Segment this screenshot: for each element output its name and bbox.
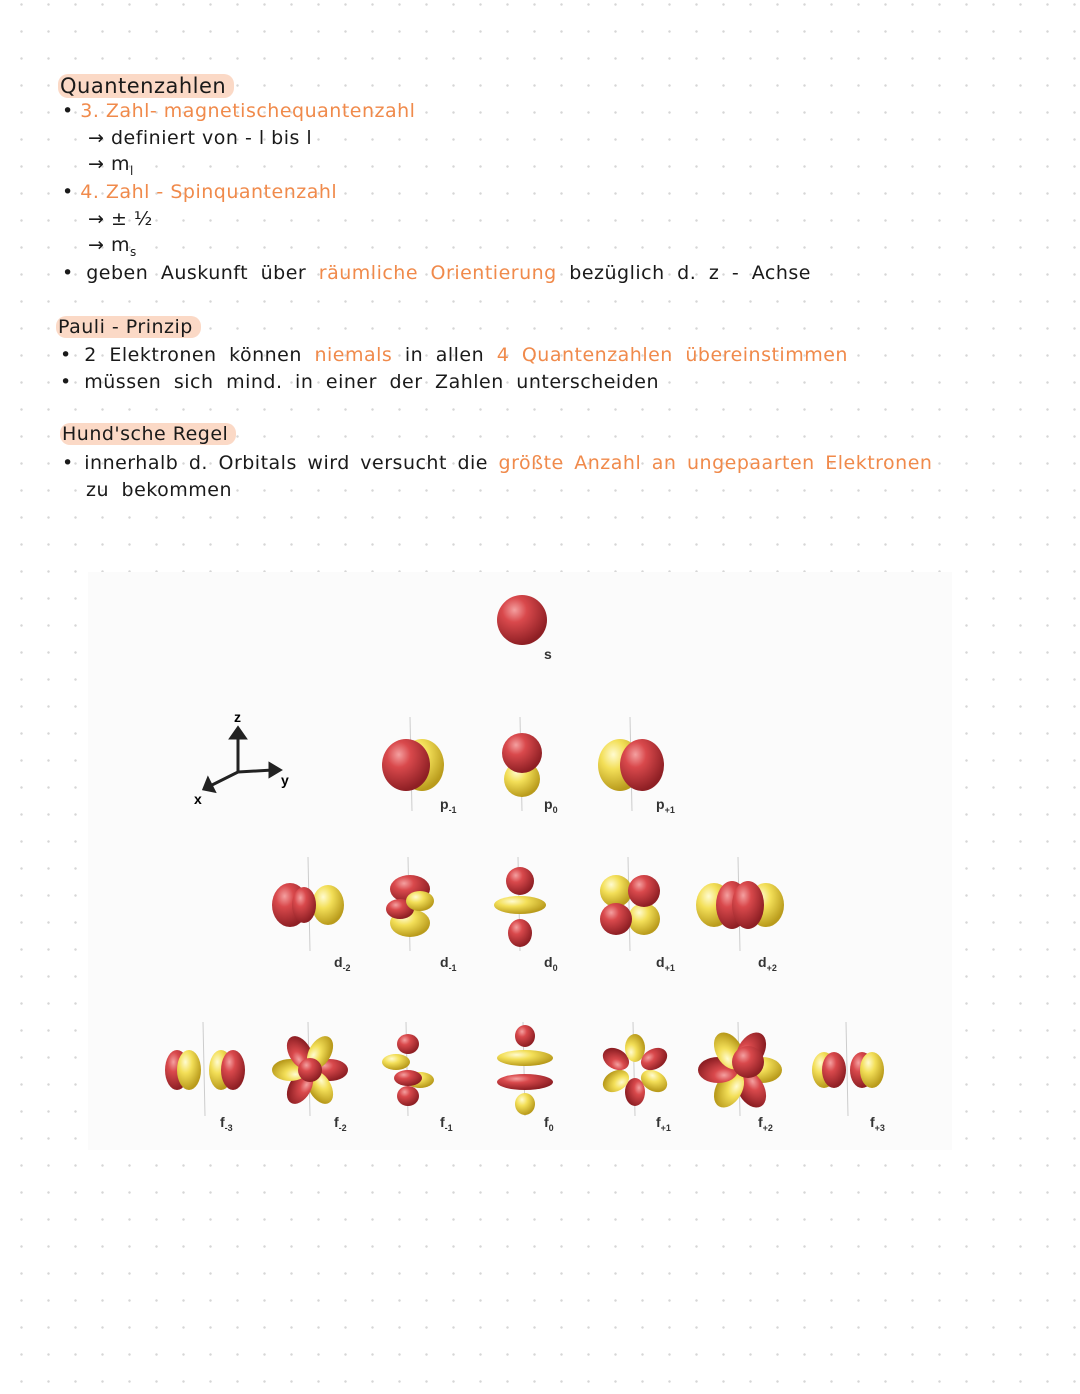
pauli-highlight: 4 Quantenzahlen übereinstimmen xyxy=(496,344,848,366)
orbital-label-index: 0 xyxy=(552,804,558,815)
axes-icon xyxy=(204,728,280,791)
item-spin: 4. Zahl - Spinquantenzahl xyxy=(80,181,338,203)
symbol-ml-index: l xyxy=(129,163,134,178)
heading-quantenzahlen: Quantenzahlen xyxy=(58,74,234,98)
orbital-f-3 xyxy=(165,1022,245,1116)
orbital-label-base: p xyxy=(656,796,665,812)
orbital-label-f+2 xyxy=(758,1114,773,1133)
orbital-label-index: +3 xyxy=(874,1122,885,1133)
orbital-label-f0 xyxy=(544,1114,554,1133)
axis-x-label: x xyxy=(194,791,202,807)
orbital-label-f+3 xyxy=(870,1114,885,1133)
orbital-p+1 xyxy=(598,717,664,811)
orbital-label-d+2 xyxy=(758,954,777,973)
orbital-s xyxy=(497,595,547,645)
orbital-label-index: 0 xyxy=(548,1122,554,1133)
orbital-f-1 xyxy=(382,1022,434,1116)
orbital-label-base: f xyxy=(656,1114,661,1130)
orbital-label-f-1 xyxy=(440,1114,453,1133)
symbol-ml: m xyxy=(110,153,130,175)
orbital-label-base: f xyxy=(544,1114,549,1130)
orbital-label-d0 xyxy=(544,954,558,973)
note-text: geben Auskunft über xyxy=(86,262,307,284)
pauli-text: 2 Elektronen können xyxy=(84,344,302,366)
hund-text: innerhalb d. Orbitals wird versucht die xyxy=(84,452,488,474)
orbital-f+1 xyxy=(599,1022,671,1116)
orbital-label-p0 xyxy=(544,796,558,815)
note-highlight: räumliche Orientierung xyxy=(318,262,557,284)
item-magnetic: 3. Zahl- magnetischequantenzahl xyxy=(80,100,416,122)
symbol-ms-index: s xyxy=(129,244,137,259)
orbital-label-base: f xyxy=(334,1114,339,1130)
orbital-label-base: f xyxy=(870,1114,875,1130)
orbital-label-index: +1 xyxy=(660,1122,671,1133)
orbital-label-index: 0 xyxy=(552,962,558,973)
orbital-d-1 xyxy=(386,857,434,951)
orbital-label-d-2 xyxy=(334,954,351,973)
axis-y-label: y xyxy=(281,772,289,788)
heading-hund: Hund'sche Regel xyxy=(60,423,236,445)
heading-pauli: Pauli - Prinzip xyxy=(56,316,201,338)
orbital-f+2 xyxy=(698,1022,782,1116)
orbital-f0 xyxy=(497,1022,553,1116)
orbital-label-base: f xyxy=(758,1114,763,1130)
orbital-label-p-1 xyxy=(440,796,457,815)
orbital-label-index: +1 xyxy=(664,804,675,815)
orbital-label-index: -1 xyxy=(448,804,457,815)
orbital-p-1 xyxy=(382,717,444,811)
axis-z-label: z xyxy=(234,709,241,725)
orbital-label-f-3 xyxy=(220,1114,233,1133)
orbital-figure xyxy=(88,572,952,1150)
orbital-label-base: d xyxy=(334,954,343,970)
orbital-label-index: -1 xyxy=(448,962,457,973)
orbital-label-index: -1 xyxy=(444,1122,453,1133)
orbital-p0 xyxy=(502,717,542,811)
pauli-text-2: müssen sich mind. in einer der Zahlen unterscheiden xyxy=(84,371,659,393)
pauli-highlight-niemals: niemals xyxy=(314,344,393,366)
orbital-label-base: d xyxy=(544,954,553,970)
pauli-text-mid: in allen xyxy=(404,344,485,366)
orbital-label-base: f xyxy=(220,1114,225,1130)
orbital-label-index: -3 xyxy=(224,1122,233,1133)
orbital-label-base: d xyxy=(758,954,767,970)
orbital-label-d-1 xyxy=(440,954,457,973)
orbital-d+2 xyxy=(696,857,784,951)
orbital-label-d+1 xyxy=(656,954,675,973)
orbital-label-base: p xyxy=(544,796,553,812)
orbital-label-base: p xyxy=(440,796,449,812)
hund-highlight: größte Anzahl an ungepaarten Elektronen xyxy=(498,452,933,474)
orbital-label-index: -2 xyxy=(342,962,351,973)
orbital-label-index: -2 xyxy=(338,1122,347,1133)
arrow: → xyxy=(88,234,105,256)
item-spin-value: → ± ½ xyxy=(88,208,153,230)
orbital-label-base: d xyxy=(440,954,449,970)
orbital-label-s xyxy=(544,646,552,665)
orbital-label-base: f xyxy=(440,1114,445,1130)
orbital-drawing xyxy=(88,572,952,1150)
orbital-f-2 xyxy=(272,1022,348,1116)
orbital-label-f-2 xyxy=(334,1114,347,1133)
orbital-label-base: s xyxy=(544,646,552,662)
note-text-end: bezüglich d. z - Achse xyxy=(569,262,811,284)
arrow: → xyxy=(88,153,105,175)
orbital-label-base: d xyxy=(656,954,665,970)
symbol-ms: m xyxy=(110,234,130,256)
orbital-label-index: +2 xyxy=(766,962,777,973)
orbital-d+1 xyxy=(600,857,660,951)
orbital-f+3 xyxy=(812,1022,884,1116)
orbital-d-2 xyxy=(272,857,344,951)
orbital-label-index: +1 xyxy=(664,962,675,973)
orbital-label-index: +2 xyxy=(762,1122,773,1133)
orbital-label-p+1 xyxy=(656,796,675,815)
hund-text-2: zu bekommen xyxy=(86,479,233,501)
orbital-d0 xyxy=(494,857,546,951)
item-magnetic-range: → definiert von - l bis l xyxy=(88,127,313,149)
orbital-label-f+1 xyxy=(656,1114,671,1133)
